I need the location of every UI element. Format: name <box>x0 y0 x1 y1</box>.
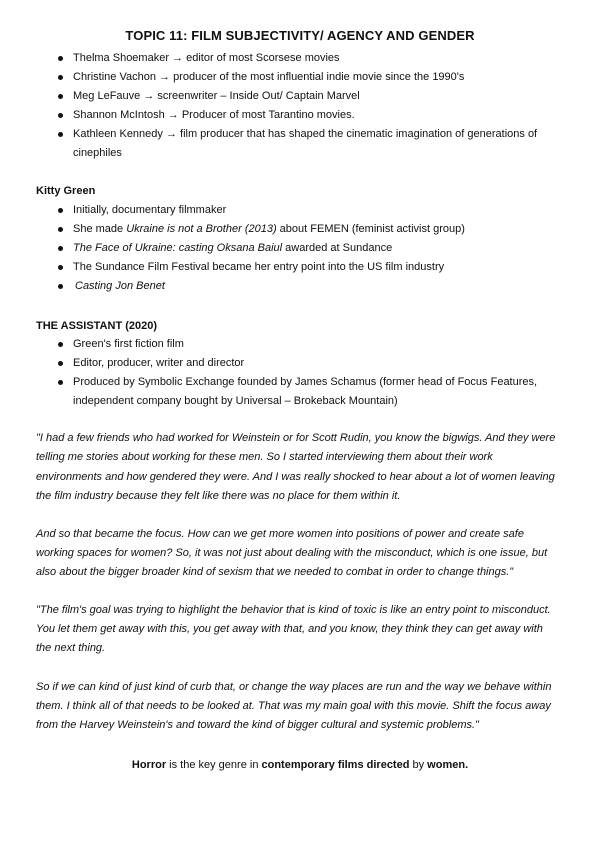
quote-line: from the Harvey Weinstein's and toward the kind of bigger cultural and systemic problems." <box>36 719 479 731</box>
bullet-icon <box>58 265 63 270</box>
bullet-icon <box>58 342 63 347</box>
quote-line: them. I think all of that needs to be looked at. That was my main goal with this movie. Shift the focus away <box>36 700 551 712</box>
intro-item-4: Shannon McIntosh → Producer of most Tarantino movies. <box>73 109 355 121</box>
quote-line: "I had a few friends who had worked for Weinstein or for Scott Rudin, you know the bigwigs. And they were <box>36 432 556 444</box>
intro-item-5: Kathleen Kennedy → film producer that has shaped the cinematic imagination of generations of <box>73 128 538 140</box>
bullet-icon <box>58 94 63 99</box>
kitty-item-5 <box>75 280 165 293</box>
quote-line: the next thing. <box>36 642 106 654</box>
film-title: Casting Jon Benet <box>75 280 165 292</box>
bullet-icon <box>58 284 63 289</box>
bullet-icon <box>58 132 63 137</box>
quote-line: also about the bigger broader kind of sexism that we needed to combat in order to change things." <box>36 566 514 578</box>
intro-item-2: Christine Vachon → producer of the most influential indie movie since the 1990's <box>73 71 465 83</box>
kitty-item-4: The Sundance Film Festival became her entry point into the US film industry <box>73 261 445 273</box>
intro-item-1: Thelma Shoemaker → editor of most Scorsese movies <box>73 52 340 64</box>
bullet-icon <box>58 227 63 232</box>
film-title: Ukraine is not a Brother (2013) <box>126 223 277 235</box>
kitty-item-1: Initially, documentary filmmaker <box>73 204 227 216</box>
bullet-icon <box>58 380 63 385</box>
page-title: TOPIC 11: FILM SUBJECTIVITY/ AGENCY AND GENDER <box>125 28 475 43</box>
quote-line: the film industry because they felt like there was no place for them within it. <box>36 490 401 502</box>
quote-line: working spaces for women? So, it was not just about dealing with the misconduct, which is one issue, but <box>36 547 548 559</box>
intro-item-3: Meg LeFauve → screenwriter – Inside Out/ Captain Marvel <box>73 90 360 102</box>
assistant-item-3-continued: independent company bought by Universal – Brokeback Mountain) <box>73 395 398 407</box>
kitty-item-2: She made Ukraine is not a Brother (2013) about FEMEN (feminist activist group) <box>73 223 465 235</box>
bullet-icon <box>58 246 63 251</box>
quote-line: "The film's goal was trying to highlight the behavior that is kind of toxic is like an entry point to misconduct. <box>36 604 551 616</box>
the-assistant-heading: THE ASSISTANT (2020) <box>36 320 158 332</box>
quote-line: telling me stories about working for these men. So I started interviewing them about their work <box>36 451 493 463</box>
assistant-item-2: Editor, producer, writer and director <box>73 357 245 369</box>
kitty-green-heading: Kitty Green <box>36 185 96 197</box>
quote-line: So if we can kind of just kind of curb that, or change the way places are run and the way we behave within <box>36 681 552 693</box>
intro-item-5-continued: cinephiles <box>73 147 122 159</box>
quote-line: environments and how gendered they were. And I was really shocked to hear about a lot of women leaving <box>36 471 555 483</box>
assistant-item-3: Produced by Symbolic Exchange founded by James Schamus (former head of Focus Features, <box>73 376 538 388</box>
bullet-icon <box>58 361 63 366</box>
bullet-icon <box>58 208 63 213</box>
quote-line: You let them get away with this, you get away with that, and you know, they think they can get away with <box>36 623 543 635</box>
bullet-icon <box>58 75 63 80</box>
quote-line: And so that became the focus. How can we get more women into positions of power and create safe <box>36 528 524 540</box>
bullet-icon <box>58 56 63 61</box>
film-title: The Face of Ukraine: casting Oksana Baiul <box>73 242 283 254</box>
bullet-icon <box>58 113 63 118</box>
closing-statement: Horror is the key genre in contemporary films directed by women. <box>131 759 469 771</box>
assistant-item-1: Green's first fiction film <box>73 338 184 350</box>
kitty-item-3: The Face of Ukraine: casting Oksana Baiul awarded at Sundance <box>73 242 393 254</box>
